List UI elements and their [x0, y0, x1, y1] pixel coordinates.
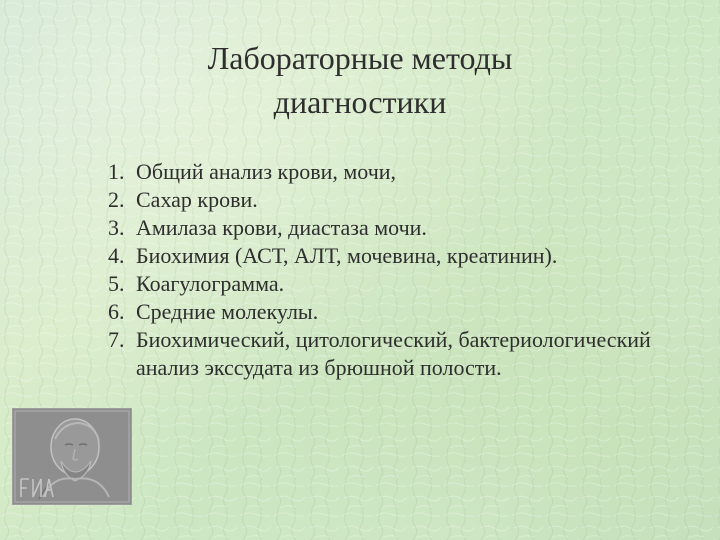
- slide-title: Лабораторные методы диагностики: [207, 40, 513, 120]
- item-text: Сахар крови.: [136, 187, 258, 212]
- list-item: [108, 298, 668, 326]
- portrait-logo-icon: [12, 408, 132, 505]
- item-text: Общий анализ крови, мочи,: [136, 159, 397, 184]
- item-text: Биохимия (АСТ, АЛТ, мочевина, креатинин).: [136, 243, 558, 268]
- item-text: Коагулограмма.: [136, 271, 285, 296]
- portrait-logo-graphic: [13, 409, 131, 504]
- item-number: 5.: [108, 271, 125, 296]
- item-number: 1.: [108, 159, 125, 184]
- list-item: [108, 242, 668, 270]
- list-item: [108, 158, 668, 186]
- item-number: 3.: [108, 215, 125, 240]
- item-text: Средние молекулы.: [136, 299, 319, 324]
- list-item: [108, 186, 668, 214]
- item-number: 4.: [108, 243, 125, 268]
- item-text: Биохимический, цитологический, бактериологический анализ экссудата из брюшной полости.: [136, 327, 651, 380]
- item-number: 7.: [108, 327, 125, 352]
- methods-list: [108, 158, 668, 382]
- list-item: [108, 214, 668, 242]
- item-number: 2.: [108, 187, 125, 212]
- item-number: 6.: [108, 299, 125, 324]
- list-item: [108, 326, 668, 382]
- item-text: Амилаза крови, диастаза мочи.: [136, 215, 427, 240]
- list-item: [108, 270, 668, 298]
